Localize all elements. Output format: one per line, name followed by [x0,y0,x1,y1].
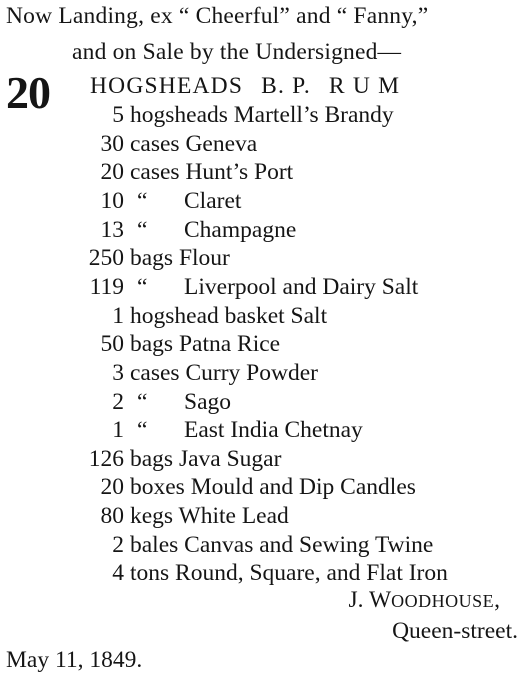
lead-quantity: 20 [6,67,50,118]
lead-unit: HOGSHEADS [90,73,244,99]
item-quantity: 50 [100,331,124,358]
list-item [0,559,526,587]
ditto-mark: “ [137,216,148,243]
list-item [0,502,526,530]
signature-name [348,586,500,615]
item-description: Claret [184,187,242,214]
signature-comma: , [494,587,500,613]
signature-surname-rest: OODHOUSE [391,591,495,611]
signature-surname-first: W [368,587,392,613]
list-item [0,473,526,501]
list-item [0,531,526,559]
signature-surname [369,587,494,613]
item-description: Champagne [184,216,297,243]
item-description: bags Java Sugar [130,445,282,472]
list-item [0,416,526,444]
lead-item: R U M [328,73,401,99]
item-description: cases Hunt’s Port [130,159,294,186]
item-description: hogsheads Martell’s Brandy [130,102,394,128]
list-item [0,359,526,387]
item-description: Liverpool and Dairy Salt [184,273,419,300]
item-description: cases Geneva [130,130,258,157]
item-quantity: 80 [100,503,124,530]
heading-line-2: and on Sale by the Undersigned— [72,39,402,65]
item-description: East India Chetnay [184,417,363,444]
list-item [0,388,526,416]
ditto-mark: “ [137,417,148,444]
item-quantity: 119 [89,273,124,300]
list-item [0,244,526,272]
list-item [0,101,526,129]
signature-initial: J. [348,587,364,613]
signature-address: Queen-street. [392,618,518,644]
item-quantity: 2 [112,531,124,558]
item-quantity: 2 [112,388,124,415]
item-description: boxes Mould and Dip Candles [130,474,416,501]
item-quantity: 20 [100,474,124,501]
list-item [0,187,526,215]
item-description: bags Flour [130,245,230,272]
list-item [0,330,526,358]
list-item [0,130,526,158]
item-description: cases Curry Powder [130,359,318,386]
item-quantity: 13 [100,216,124,243]
list-item [0,445,526,473]
list-item [0,158,526,186]
item-quantity: 10 [100,187,124,214]
item-description: bales Canvas and Sewing Twine [130,531,434,558]
list-item [0,273,526,301]
heading-line-1: Now Landing, ex “ Cheerful” and “ Fanny,” [6,3,429,29]
item-quantity: 1 [112,417,124,444]
advert-date: May 11, 1849. [6,647,143,673]
ditto-mark: “ [137,388,148,415]
lead-item-line [90,72,400,100]
item-description: hogshead basket Salt [130,302,328,329]
item-description: kegs White Lead [130,503,289,530]
item-quantity: 126 [88,445,124,472]
list-item [0,216,526,244]
item-quantity: 3 [112,359,124,386]
item-description: tons Round, Square, and Flat Iron [130,560,448,587]
item-quantity: 1 [112,302,124,329]
lead-brand: B. P. [261,73,311,99]
list-item [0,302,526,330]
item-quantity: 30 [100,130,124,157]
item-quantity: 20 [100,159,124,186]
item-description: Sago [184,388,231,415]
item-description: bags Patna Rice [130,331,281,358]
item-quantity: 250 [88,245,124,272]
item-quantity: 5 [112,102,124,128]
item-quantity: 4 [112,560,124,587]
ditto-mark: “ [137,273,148,300]
ditto-mark: “ [137,187,148,214]
